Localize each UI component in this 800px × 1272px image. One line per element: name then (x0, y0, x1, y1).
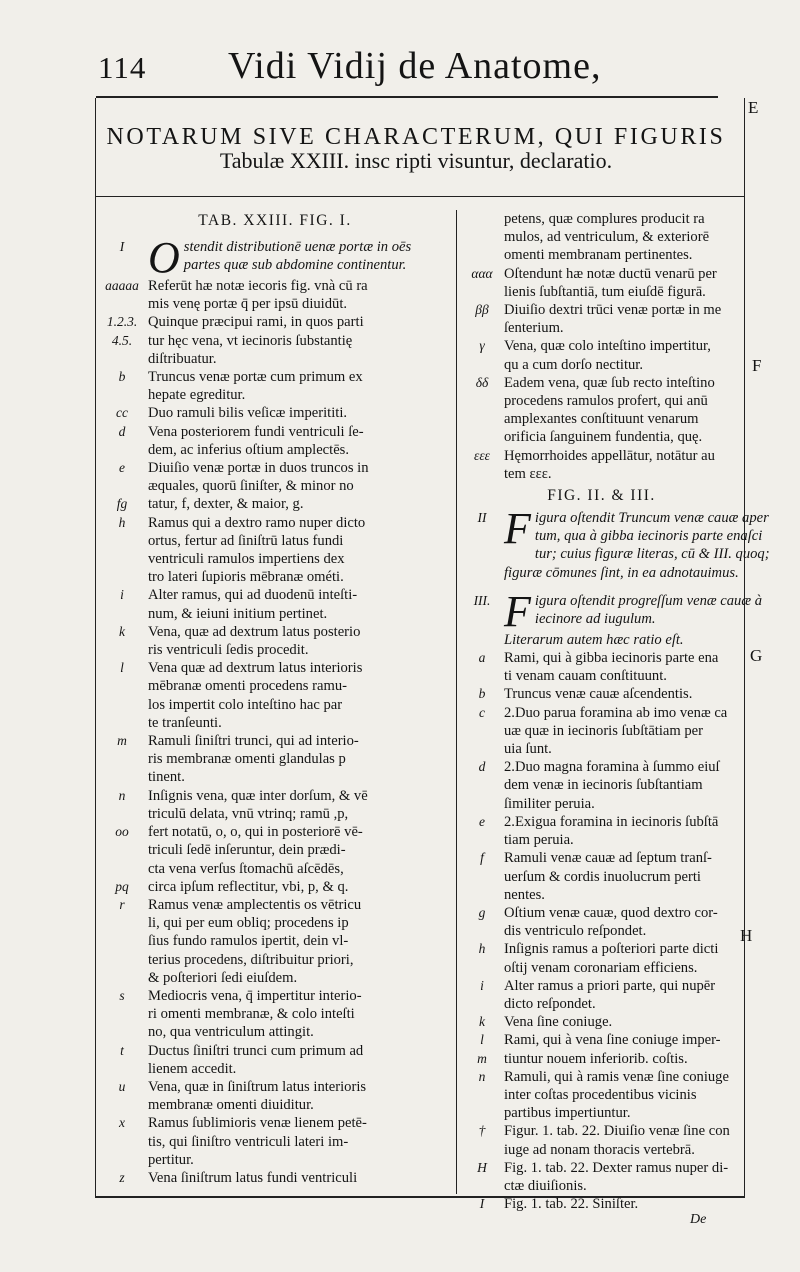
left-entry-line: Vena quæ ad dextrum latus interioris (148, 660, 363, 677)
right-entry-line: ſimiliter peruia. (504, 795, 595, 812)
right-entry-line: tem εεε. (504, 465, 552, 482)
left-entry-line: stendit distributionē uenæ portæ in oēs (183, 239, 412, 255)
right-entry-text (504, 849, 743, 904)
literarum-note: Literarum autem hæc ratio eſt. (504, 631, 684, 648)
right-column-heading: FIG. II. & III. (547, 487, 656, 505)
right-entry-key: δδ (475, 374, 489, 390)
left-entry-line: terius procedens, diſtribuitur priori, (148, 951, 354, 968)
frame-top-rule (96, 196, 744, 197)
right-entry-key: a (478, 650, 486, 666)
left-entry-line: ris membranæ omenti glandulas p (148, 751, 346, 768)
fig2-entry-line: tur; cuius figuræ literas, cū & III. quoq; (534, 546, 770, 563)
left-entry-key: s (119, 987, 125, 1003)
right-entry-line: Vena ſine coniuge. (504, 1014, 613, 1031)
right-entry-line: Fig. 1. tab. 22. Dexter ramus nuper di- (504, 1159, 729, 1176)
left-entry-line: num, & ieiuni initium pertinet. (148, 605, 328, 622)
left-entry-line: ventriculi ramulos impertiens dex (148, 551, 345, 568)
left-entry-line: Vena, quæ in ſiniſtrum latus interioris (148, 1078, 367, 1095)
right-entry-key: † (478, 1123, 486, 1139)
right-entry-line: dem venæ in iecinoris ſubſtantiam (504, 777, 703, 794)
right-entry-key: ααα (471, 265, 493, 281)
left-entry-line: ris ventriculi ſedis procedit. (148, 642, 309, 659)
left-entry-line: no, qua ventriculum attingit. (148, 1024, 314, 1041)
left-entry-line: triculū delata, vnū vtrinq; ramū ,p, (148, 805, 349, 822)
left-entry (96, 1078, 454, 1114)
right-entry-line: Figur. 1. tab. 22. Diuiſio venæ ſine con (504, 1123, 730, 1140)
left-entry-line: tur hęc vena, vt iecinoris ſubstantię (148, 332, 353, 349)
left-entry-text (148, 495, 454, 586)
left-entry-key: b (118, 369, 126, 385)
left-entry-text (148, 1169, 454, 1187)
right-entry (460, 649, 743, 685)
right-entry-text (504, 374, 743, 447)
right-entry-line: Ramuli venæ cauæ ad ſeptum tranſ- (504, 850, 712, 867)
section-title-line-1: NOTARUM SIVE CHARACTERUM, QUI FIGURIS (106, 124, 726, 150)
left-entry (96, 1042, 454, 1078)
left-entry-text (148, 368, 454, 404)
right-entry-text (504, 301, 743, 337)
left-entry-line: circa ipſum reflectitur, vbi, p, & q. (148, 878, 349, 895)
page-number: 114 (98, 50, 147, 85)
fig3-entry-line: iecinore ad iugulum. (534, 611, 656, 628)
left-entry-key: fg h (116, 496, 128, 530)
right-entry-line: Hęmorrhoides appellātur, notātur au (504, 447, 715, 464)
left-entry (96, 987, 454, 1042)
left-entry-text (148, 404, 454, 459)
right-entry-line: Truncus venæ cauæ aſcendentis. (504, 686, 693, 703)
right-entry-text (504, 265, 743, 301)
right-entry-key: k (479, 1014, 485, 1030)
left-entry-line: Ramus ſublimioris venæ lienem petē- (148, 1115, 367, 1132)
left-entry-line: Ramuli ſiniſtri trunci, qui ad interio- (148, 733, 359, 750)
left-entry-text (148, 732, 454, 787)
left-entry-line: diſtribuatur. (148, 350, 217, 367)
left-entry-key: I (119, 239, 125, 254)
left-entry-line: Referūt hæ notæ iecoris fig. vnà cū ra (148, 278, 368, 294)
right-entry (460, 758, 743, 813)
right-entry-line: iuge ad nonam thoracis vertebrā. (504, 1141, 695, 1158)
right-entry-line: Vena, quæ colo inteſtino impertitur, (504, 338, 711, 355)
left-entry-line: pertitur. (148, 1151, 194, 1168)
right-entry (460, 301, 743, 337)
right-entry-line: Ramuli, qui à ramis venæ ſine coniuge (504, 1068, 729, 1085)
right-entry-text (504, 337, 743, 373)
right-entry-text (504, 758, 743, 813)
left-entry-line: lienem accedit. (148, 1060, 237, 1077)
left-entry-line: ſius fundo ramulos ipertit, dein vl- (148, 933, 349, 950)
left-entry-line: Diuiſio venæ portæ in duos truncos in (148, 460, 369, 477)
left-entry-line: Mediocris vena, q̄ impertitur interio- (148, 987, 362, 1004)
left-entry-line: Vena ſiniſtrum latus fundi ventriculi (148, 1169, 358, 1186)
left-entry-text (148, 659, 454, 732)
left-entry-dropcap: O (148, 233, 180, 282)
left-entry-line: ri omenti membranæ, & colo inteſti (148, 1006, 355, 1023)
right-entry (460, 813, 743, 849)
right-column (460, 210, 770, 1213)
left-entry-line: æquales, quorū ſiniſter, & minor no (148, 478, 354, 495)
right-entry (460, 1159, 743, 1195)
right-entry-key: H (477, 1159, 487, 1175)
left-entry-key: x (119, 1115, 125, 1131)
right-entry-line: Rami, qui à vena ſine coniuge imper- (504, 1032, 721, 1049)
left-entry (96, 1169, 454, 1187)
margin-letter-h: H (740, 926, 753, 945)
right-entry-key: I (479, 1196, 485, 1212)
left-entry-key: z (119, 1169, 125, 1185)
right-entry-line: Eadem vena, quæ ſub recto inteſtino (504, 374, 715, 391)
right-entry-line: procedens ramulos profert, qui anū (504, 393, 708, 410)
right-entry-line: petens, quæ complures producit ra (504, 211, 705, 227)
left-entry-line: li, qui per eum obliq; procedens ip (148, 915, 349, 932)
right-entry (460, 704, 743, 759)
left-column-heading: TAB. XXIII. FIG. I. (198, 212, 352, 229)
left-entry (96, 659, 454, 732)
column-separator (456, 210, 457, 1194)
right-entry (460, 904, 743, 940)
right-entry-line: orificia ſanguinem fundentia, quę. (504, 429, 703, 446)
right-entry-line: qu a cum dorſo nectitur. (504, 356, 644, 373)
right-entry-line: nentes. (504, 886, 545, 903)
right-entry-text (504, 1031, 743, 1049)
right-entry-text (504, 1050, 743, 1068)
left-entry-text (148, 277, 454, 313)
right-entry (460, 210, 743, 265)
left-entry-key: m (117, 733, 127, 749)
right-entry (460, 1068, 743, 1123)
right-entry (460, 1050, 743, 1068)
left-entry-key: aaaaa (105, 278, 139, 293)
right-entry-text (504, 904, 743, 940)
right-entry-key: c (479, 704, 485, 720)
left-entry (96, 860, 454, 987)
right-entry-line: oſtij venam coronariam efficiens. (504, 959, 698, 976)
right-entry-line: 2.Duo magna foramina à ſummo eiuſ (504, 759, 720, 776)
left-entry-line: tatur, f, dexter, & maior, g. (148, 496, 304, 513)
right-entry-key: f (480, 850, 484, 866)
left-entry-line: Ductus ſiniſtri trunci cum primum ad (148, 1042, 364, 1059)
left-entry-line: triculi ſedē inſeruntur, dein prædi- (148, 842, 346, 859)
fig2-entry-dropcap: F (504, 504, 531, 554)
left-entry-line: fert notatū, o, o, qui in posteriorē vē- (148, 824, 363, 841)
left-entry-line: Alter ramus, qui ad duodenū inteſti- (148, 587, 358, 604)
left-entry (96, 623, 454, 659)
fig2-entry-line: tum, qua à gibba iecinoris parte enaſci (534, 528, 763, 545)
left-entry-line: Vena, quæ ad dextrum latus posterio (148, 623, 361, 640)
left-entry-line: mēbranæ omenti procedens ramu- (148, 678, 347, 695)
left-entry (96, 404, 454, 459)
right-entry-line: dis ventriculo reſpondet. (504, 923, 647, 940)
left-entry (96, 277, 454, 313)
right-entry-line: ti venam cauam conſtituunt. (504, 668, 667, 685)
left-entry-line: membranæ omenti diuiditur. (148, 1097, 314, 1114)
right-entry (460, 1122, 743, 1158)
right-entry-line: Inſignis ramus a poſteriori parte dicti (504, 941, 719, 958)
right-entry-key: h (478, 941, 486, 957)
right-entry-text (504, 1122, 743, 1158)
left-entry-text (148, 1078, 454, 1114)
right-entry-line: tiam peruia. (504, 832, 574, 849)
left-entry-line: Vena posteriorem fundi ventriculi ſe- (148, 423, 364, 440)
left-entry-text (148, 233, 454, 282)
margin-letter-f: F (752, 356, 762, 375)
right-entry-text (504, 1068, 743, 1123)
right-entry-key: m (477, 1050, 487, 1066)
left-entry-key: n oo (115, 787, 129, 840)
fig2-entry-text (504, 504, 770, 582)
right-entry-text (504, 1195, 743, 1213)
margin-letter-g: G (750, 646, 763, 665)
fig3-entry-dropcap: F (504, 586, 531, 636)
right-entry-text (504, 210, 743, 265)
left-entry-line: cta vena verſus ſtomachū aſcēdēs, (148, 860, 344, 877)
fig2-entry-key: II (477, 510, 487, 526)
right-entry (460, 337, 743, 373)
left-entry-line: hepate egreditur. (148, 387, 246, 404)
left-entry (96, 586, 454, 622)
right-entry-text (504, 704, 743, 759)
left-entry (96, 459, 454, 495)
fig3-entry-line: igura oſtendit progreſſum venæ cauæ à (534, 592, 763, 609)
right-entry-line: mulos, ad ventriculum, & exteriorē (504, 229, 710, 246)
right-entry-key: εεε (474, 447, 490, 463)
left-entry (96, 1114, 454, 1169)
fig2-entry (460, 504, 770, 582)
running-header (98, 44, 718, 94)
left-entry-line: tis, qui ſiniſtro ventriculi lateri im- (148, 1133, 349, 1150)
left-entry-text (148, 623, 454, 659)
right-entry (460, 374, 743, 447)
right-entry-line: Alter ramus a priori parte, qui nupēr (504, 977, 716, 994)
left-entry-text (148, 586, 454, 622)
right-entry (460, 1013, 743, 1031)
left-entry-line: Inſignis vena, quæ inter dorſum, & vē (148, 787, 368, 804)
right-entry-line: uerſum & cordis inuolucrum perti (504, 868, 701, 885)
left-entry-key: 1.2.3. 4.5. (106, 314, 138, 348)
left-entry-line: mis venę portæ q̄ per ipsū diuidūt. (148, 296, 348, 313)
right-entry-text (504, 447, 743, 483)
left-entry-key: e (119, 460, 125, 476)
right-entry-line: ſenterium. (504, 320, 564, 337)
left-entry-text (148, 313, 454, 368)
left-entry-line: tro lateri ſupioris mēbranæ ométi. (148, 569, 344, 586)
left-entry-line: partes quæ sub abdomine continentur. (183, 257, 407, 274)
left-entry-text (148, 459, 454, 495)
left-entry-key: u (118, 1078, 126, 1094)
margin-letter-e: E (748, 98, 759, 117)
right-entry-line: uæ quæ in iecinoris ſubſtātiam per (504, 722, 704, 739)
right-entry (460, 977, 743, 1013)
header-rule (96, 96, 718, 98)
right-entry (460, 940, 743, 976)
left-entry-key: t (120, 1042, 124, 1058)
right-entry-text (504, 649, 743, 685)
left-entry-line: Ramus venæ amplectentis os vētricu (148, 896, 362, 913)
left-entry-line: te tranſeunti. (148, 714, 222, 731)
left-entry-text (148, 1042, 454, 1078)
right-entry-line: 2.Exigua foramina in iecinoris ſubſtā (504, 813, 719, 830)
right-entry-key: e (479, 813, 485, 829)
right-entry-line: 2.Duo parua foramina ab imo venæ ca (504, 704, 728, 721)
left-entry (96, 495, 454, 586)
left-entry-line: dem, ac inferius oſtium amplectēs. (148, 441, 350, 458)
right-entry-key: g (478, 904, 486, 920)
right-entry (460, 265, 743, 301)
left-entry (96, 732, 454, 787)
left-entry-line: & poſteriori ſedi eiuſdem. (148, 969, 298, 986)
left-entry-key: pq r (115, 878, 129, 912)
right-entry-line: Rami, qui à gibba iecinoris parte ena (504, 650, 719, 667)
right-entry-text (504, 940, 743, 976)
left-entry-line: tinent. (148, 769, 185, 786)
left-entry-line: Ramus qui a dextro ramo nuper dicto (148, 514, 366, 531)
right-entry-line: amplexantes conſtituunt venarum (504, 411, 699, 428)
left-entry (96, 233, 454, 282)
left-entry-key: cc d (116, 405, 128, 439)
right-entry-line: dicto reſpondet. (504, 995, 596, 1012)
right-entry-line: Oſtendunt hæ notæ ductū venarū per (504, 265, 717, 282)
fig2-entry-line: figuræ cōmunes ſint, in ea adnotauimus. (504, 564, 739, 581)
right-entry-text (504, 685, 743, 703)
right-entry-line: partibus impertiuntur. (504, 1105, 631, 1122)
left-entry-text (148, 860, 454, 987)
right-entry (460, 447, 743, 483)
right-entry-line: ctæ diuiſionis. (504, 1177, 587, 1194)
right-entry-line: uia ſunt. (504, 741, 552, 758)
left-entry-line: Duo ramuli bilis veſicæ imperititi. (148, 405, 348, 422)
left-entry-key: l (120, 660, 124, 676)
left-entry-line: Quinque præcipui rami, in quos parti (148, 314, 364, 331)
left-entry (96, 313, 454, 368)
right-entry-key: d (478, 759, 486, 775)
fig3-entry-key: III. (473, 592, 491, 608)
fig2-entry-line: igura oſtendit Truncum venæ cauæ aper (534, 510, 769, 527)
left-entry-line: ortus, fertur ad ſiniſtrū latus fundi (148, 532, 344, 549)
right-entry-line: Fig. 1. tab. 22. Siniſter. (504, 1196, 639, 1213)
right-entry-key: i (480, 977, 484, 993)
right-entry (460, 685, 743, 703)
right-entry-line: omenti membranam pertinentes. (504, 247, 693, 264)
right-entry-text (504, 1013, 743, 1031)
right-entry (460, 1031, 743, 1049)
left-entry-text (148, 787, 454, 860)
fig3-entry (460, 586, 763, 636)
right-entry-line: tiuntur nouem inferiorib. coſtis. (504, 1050, 688, 1067)
left-entry (96, 787, 454, 860)
left-entry-text (148, 1114, 454, 1169)
right-entry-line: inter coſtas procedentibus vicinis (504, 1086, 697, 1103)
right-entry-line: lienis ſubſtantiā, tum eiuſdē figurā. (504, 283, 706, 300)
right-entry-text (504, 1159, 743, 1195)
fig3-entry-text (504, 586, 763, 636)
left-entry-text (148, 987, 454, 1042)
left-entry (96, 368, 454, 404)
right-entry-key: b (478, 686, 486, 702)
right-entry (460, 849, 743, 904)
section-title-line-2: Tabulæ XXIII. insc ripti visuntur, declaratio. (219, 148, 613, 173)
right-entry-key: γ (479, 338, 485, 354)
left-column (96, 210, 454, 1187)
left-entry-line: Truncus venæ portæ cum primum ex (148, 369, 363, 386)
catchword: De (690, 1212, 707, 1227)
right-entry (460, 1195, 743, 1213)
left-entry-key: i (120, 587, 124, 603)
frame-right-rule (744, 98, 745, 1198)
right-entry-line: Oſtium venæ cauæ, quod dextro cor- (504, 904, 718, 921)
left-entry-key: k (119, 623, 125, 639)
left-entry-line: los impertit colo inteſtino hac par (148, 696, 343, 713)
right-entry-key: ββ (475, 302, 489, 318)
right-entry-text (504, 813, 743, 849)
right-entry-key: l (480, 1032, 484, 1048)
right-entry-text (504, 977, 743, 1013)
right-entry-key: n (478, 1068, 486, 1084)
running-title: Vidi Vidij de Anatome, (228, 45, 602, 87)
right-entry-line: Diuiſio dextri trūci venæ portæ in me (504, 302, 722, 319)
